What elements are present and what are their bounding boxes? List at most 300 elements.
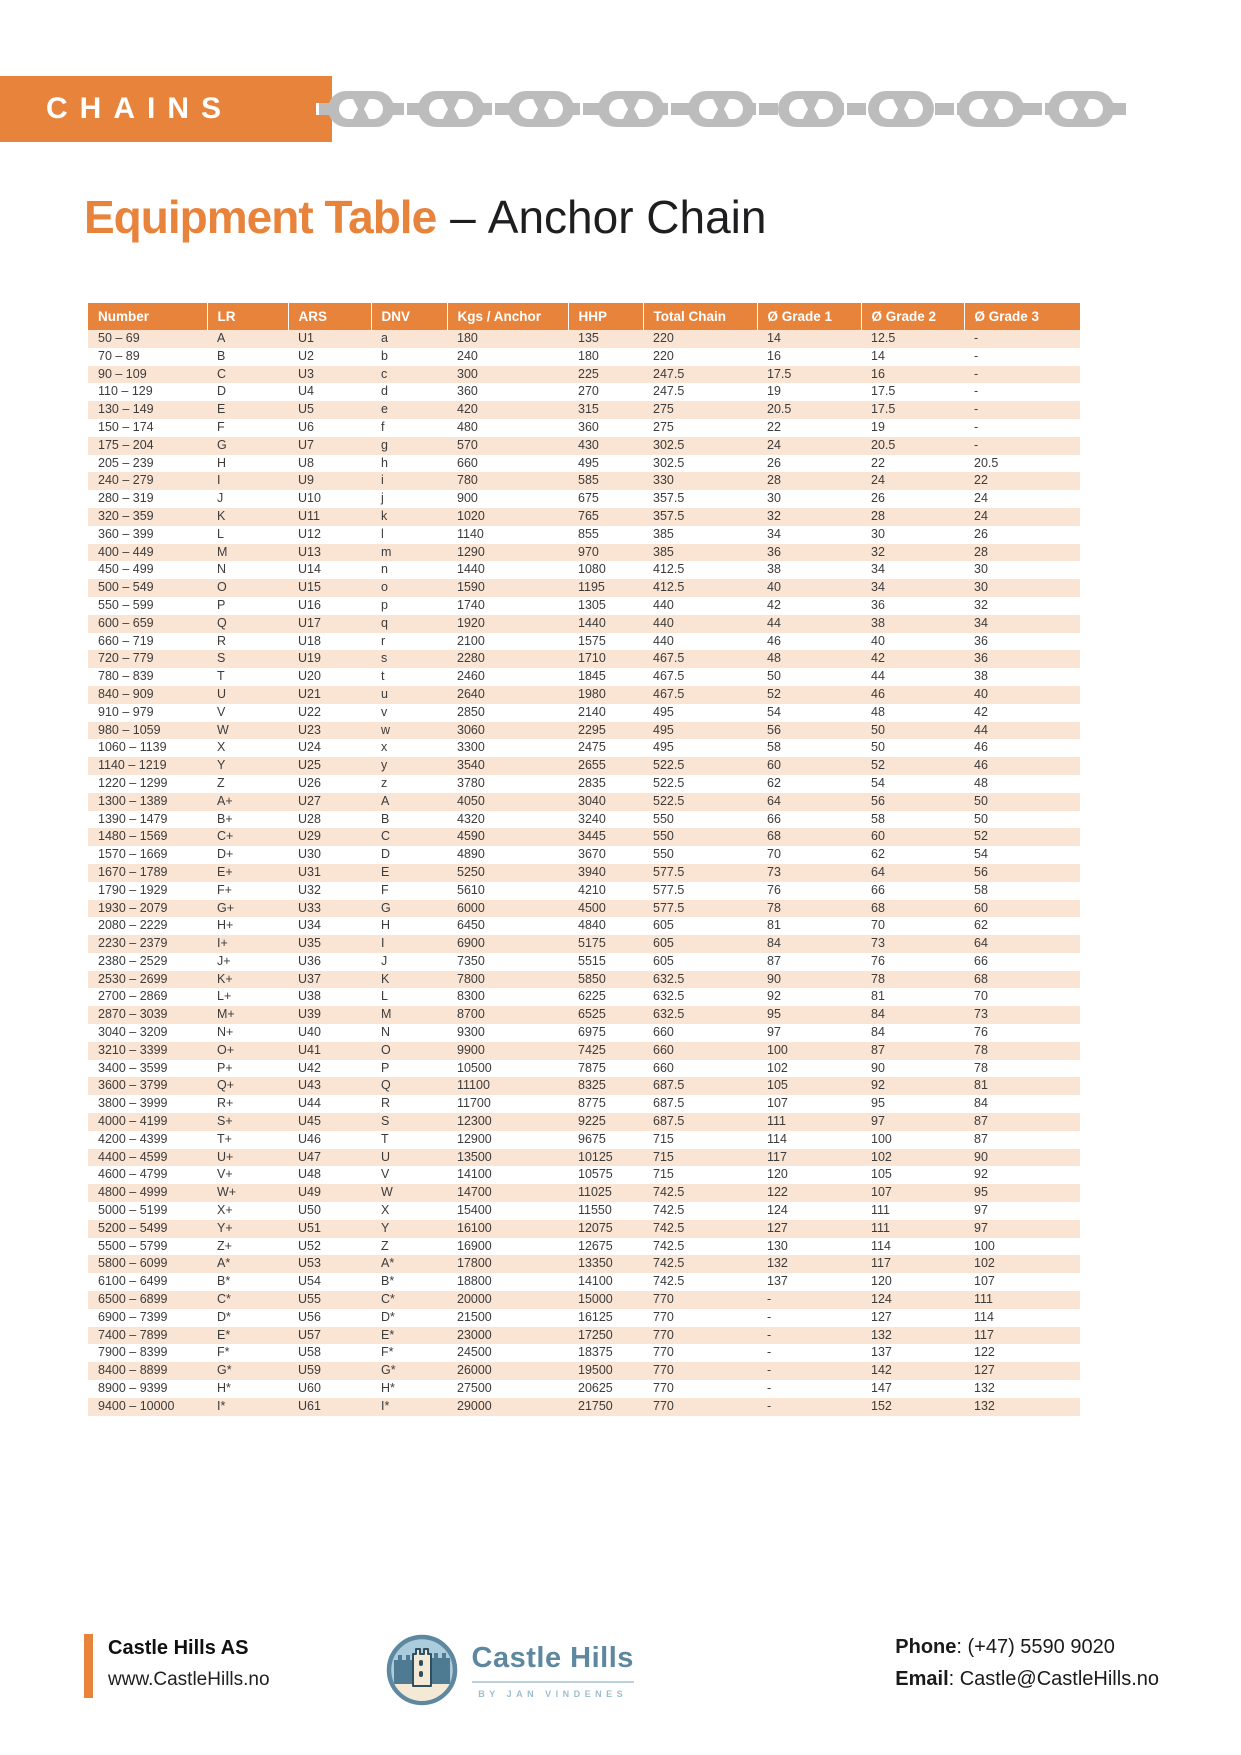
table-cell: w	[381, 722, 391, 737]
table-row	[88, 668, 1080, 686]
table-cell: 2140	[578, 704, 606, 719]
table-cell: R+	[217, 1096, 234, 1111]
table-cell: U54	[298, 1274, 321, 1289]
table-cell: I+	[217, 936, 228, 951]
table-cell: U26	[298, 775, 321, 790]
table-cell: 84	[871, 1025, 885, 1040]
table-row	[88, 1238, 1080, 1256]
table-cell: 3210 – 3399	[98, 1042, 168, 1057]
table-cell: U41	[298, 1042, 321, 1057]
table-row	[88, 1202, 1080, 1220]
table-cell: 114	[767, 1131, 787, 1146]
table-cell: 3540	[457, 758, 485, 773]
table-cell: 14100	[578, 1274, 613, 1289]
table-cell: 4050	[457, 793, 485, 808]
table-cell: 420	[457, 402, 478, 417]
table-cell: U51	[298, 1220, 321, 1235]
table-cell: 28	[767, 473, 781, 488]
table-row	[88, 1362, 1080, 1380]
table-cell: L	[381, 989, 388, 1004]
table-cell: 3445	[578, 829, 606, 844]
table-cell: 9900	[457, 1042, 485, 1057]
table-cell: 24	[767, 437, 781, 452]
table-cell: 48	[767, 651, 781, 666]
table-cell: 1195	[578, 580, 605, 595]
column-header: DNV	[371, 303, 447, 330]
table-cell: U7	[298, 437, 314, 452]
table-cell: I*	[381, 1398, 390, 1413]
table-cell: 76	[871, 953, 885, 968]
table-cell: C	[381, 829, 391, 844]
table-cell: o	[381, 580, 388, 595]
table-cell: 28	[974, 544, 988, 559]
table-cell: V+	[217, 1167, 233, 1182]
table-cell: X+	[217, 1203, 233, 1218]
table-row	[88, 971, 1080, 989]
column-header: Total Chain	[643, 303, 757, 330]
table-cell: 14	[767, 331, 781, 345]
table-cell: a	[381, 331, 388, 345]
table-cell: 270	[578, 384, 599, 399]
table-cell: 770	[653, 1327, 674, 1342]
table-cell: Y+	[217, 1220, 233, 1235]
table-cell: R	[381, 1096, 391, 1111]
table-cell: 117	[871, 1256, 891, 1271]
table-cell: U6	[298, 419, 314, 434]
table-cell: 68	[974, 971, 988, 986]
table-cell: G*	[381, 1363, 396, 1378]
table-cell: 124	[871, 1292, 892, 1307]
table-cell: 9400 – 10000	[98, 1398, 175, 1413]
table-cell: U43	[298, 1078, 321, 1093]
table-row	[88, 615, 1080, 633]
table-row	[88, 508, 1080, 526]
table-cell: 3400 – 3599	[98, 1060, 168, 1075]
table-cell: 7800	[457, 971, 485, 986]
table-cell: M	[217, 544, 228, 559]
table-cell: 2700 – 2869	[98, 989, 168, 1004]
table-cell: 550	[653, 847, 674, 862]
table-cell: G	[381, 900, 391, 915]
table-cell: 240	[457, 348, 478, 363]
table-cell: 34	[871, 580, 885, 595]
table-cell: 52	[767, 686, 781, 701]
table-cell: 780 – 839	[98, 669, 154, 684]
company-name: Castle Hills AS	[108, 1637, 249, 1659]
table-cell: 92	[767, 989, 781, 1004]
table-row	[88, 472, 1080, 490]
table-cell: U	[381, 1149, 391, 1164]
table-cell: A+	[217, 793, 233, 808]
table-cell: X	[381, 1203, 390, 1218]
table-cell: U47	[298, 1149, 321, 1164]
logo-name: Castle Hills	[472, 1642, 634, 1683]
table-cell: 24500	[457, 1345, 492, 1360]
table-cell: 660 – 719	[98, 633, 154, 648]
table-cell: 970	[578, 544, 599, 559]
table-cell: T+	[217, 1131, 232, 1146]
table-cell: 114	[871, 1238, 891, 1253]
table-cell: 522.5	[653, 758, 685, 773]
table-cell: 21750	[578, 1398, 613, 1413]
table-cell: 2100	[457, 633, 485, 648]
chains-banner	[0, 76, 332, 142]
table-cell: H*	[217, 1381, 231, 1396]
table-cell: 780	[457, 473, 478, 488]
title-subject: Anchor Chain	[487, 191, 767, 243]
table-cell: 2380 – 2529	[98, 953, 168, 968]
table-row	[88, 1220, 1080, 1238]
table-cell: 122	[974, 1345, 995, 1360]
table-cell: 114	[974, 1309, 994, 1324]
table-cell: 2530 – 2699	[98, 971, 168, 986]
table-cell: 11550	[578, 1203, 612, 1218]
table-cell: Q	[217, 615, 227, 630]
table-cell: 660	[457, 455, 478, 470]
table-cell: 1440	[578, 615, 606, 630]
table-cell: -	[767, 1398, 772, 1413]
table-cell: 68	[767, 829, 781, 844]
table-cell: P	[381, 1060, 390, 1075]
equipment-table	[88, 303, 1080, 1416]
table-cell: 76	[974, 1025, 988, 1040]
table-row	[88, 917, 1080, 935]
table-row	[88, 419, 1080, 437]
table-cell: 1845	[578, 669, 606, 684]
table-cell: -	[767, 1363, 772, 1378]
table-cell: 54	[767, 704, 781, 719]
table-cell: Z	[381, 1238, 389, 1253]
table-row	[88, 1184, 1080, 1202]
table-cell: 687.5	[653, 1114, 685, 1129]
table-cell: 1740	[457, 597, 485, 612]
table-cell: 10125	[578, 1149, 613, 1164]
table-cell: i	[381, 473, 384, 488]
table-cell: 73	[974, 1007, 988, 1022]
table-cell: 17.5	[871, 402, 896, 417]
table-cell: -	[767, 1327, 772, 1342]
table-cell: 124	[767, 1203, 788, 1218]
table-cell: 16	[871, 366, 885, 381]
table-cell: G	[217, 437, 227, 452]
table-cell: U52	[298, 1238, 321, 1253]
table-cell: U33	[298, 900, 321, 915]
castle-hills-logo	[386, 1634, 634, 1706]
table-cell: 8775	[578, 1096, 606, 1111]
table-cell: 105	[767, 1078, 788, 1093]
table-row	[88, 330, 1080, 348]
table-cell: 34	[974, 615, 988, 630]
table-cell: 4890	[457, 847, 485, 862]
table-cell: 302.5	[653, 455, 685, 470]
table-cell: 6100 – 6499	[98, 1274, 168, 1289]
table-cell: H+	[217, 918, 234, 933]
table-cell: 5850	[578, 971, 606, 986]
table-cell: 4200 – 4399	[98, 1131, 168, 1146]
table-cell: 38	[767, 562, 781, 577]
table-cell: 495	[578, 455, 599, 470]
table-cell: 577.5	[653, 900, 685, 915]
table-row	[88, 348, 1080, 366]
table-cell: O	[381, 1042, 391, 1057]
table-cell: U20	[298, 669, 321, 684]
table-row	[88, 561, 1080, 579]
table-cell: 3800 – 3999	[98, 1096, 168, 1111]
table-cell: 5515	[578, 953, 606, 968]
table-row	[88, 383, 1080, 401]
table-cell: 5000 – 5199	[98, 1203, 168, 1218]
table-row	[88, 1309, 1080, 1327]
table-cell: U55	[298, 1292, 321, 1307]
table-cell: 1290	[457, 544, 485, 559]
table-cell: 70	[871, 918, 885, 933]
table-cell: 18375	[578, 1345, 613, 1360]
table-cell: 30	[974, 580, 988, 595]
table-row	[88, 935, 1080, 953]
table-cell: H*	[381, 1381, 395, 1396]
table-cell: 14100	[457, 1167, 492, 1182]
table-cell: 4500	[578, 900, 606, 915]
table-cell: 12075	[578, 1220, 613, 1235]
footer	[84, 1634, 1159, 1706]
table-cell: 81	[767, 918, 781, 933]
title-dash: –	[450, 191, 476, 243]
table-cell: 87	[974, 1114, 988, 1129]
table-cell: 687.5	[653, 1096, 685, 1111]
table-cell: 64	[871, 864, 885, 879]
table-cell: 16	[767, 348, 781, 363]
table-cell: 4400 – 4599	[98, 1149, 168, 1164]
table-cell: U46	[298, 1131, 321, 1146]
table-cell: -	[974, 366, 979, 381]
table-cell: 412.5	[653, 580, 685, 595]
table-cell: 29000	[457, 1398, 492, 1413]
table-cell: J	[217, 491, 224, 506]
table-cell: 500 – 549	[98, 580, 154, 595]
table-cell: S	[217, 651, 226, 666]
table-cell: 720 – 779	[98, 651, 154, 666]
table-cell: D+	[217, 847, 234, 862]
table-cell: 1575	[578, 633, 606, 648]
table-cell: 92	[974, 1167, 988, 1182]
email-value[interactable]: : Castle@CastleHills.no	[948, 1668, 1159, 1690]
table-cell: 660	[653, 1060, 674, 1075]
column-header: Ø Grade 2	[861, 303, 964, 330]
table-cell: 11100	[457, 1078, 490, 1093]
table-cell: 2835	[578, 775, 606, 790]
table-cell: 8300	[457, 989, 485, 1004]
banner-label: CHAINS	[46, 92, 234, 125]
table-cell: 107	[974, 1274, 995, 1289]
table-cell: 66	[871, 882, 885, 897]
table-cell: 32	[974, 597, 988, 612]
table-cell: U61	[298, 1398, 321, 1413]
table-cell: 20000	[457, 1292, 492, 1307]
table-cell: 132	[974, 1381, 995, 1396]
website-link[interactable]: www.CastleHills.no	[108, 1669, 270, 1690]
table-cell: 84	[767, 936, 781, 951]
table-cell: 180	[457, 331, 478, 345]
table-row	[88, 988, 1080, 1006]
table-row	[88, 1291, 1080, 1309]
table-cell: q	[381, 615, 388, 630]
table-cell: k	[381, 508, 388, 523]
table-cell: 50	[974, 793, 988, 808]
title-highlight: Equipment Table	[84, 191, 437, 243]
table-cell: 122	[767, 1185, 788, 1200]
table-cell: 4600 – 4799	[98, 1167, 168, 1182]
table-cell: 52	[871, 758, 885, 773]
table-cell: 24	[871, 473, 885, 488]
table-cell: K	[217, 508, 226, 523]
table-cell: 11700	[457, 1096, 491, 1111]
table-cell: -	[767, 1309, 772, 1324]
email-line	[895, 1668, 1159, 1691]
table-cell: E+	[217, 864, 233, 879]
table-cell: 5800 – 6099	[98, 1256, 168, 1271]
table-cell: U12	[298, 526, 321, 541]
table-cell: C*	[381, 1292, 395, 1307]
table-row	[88, 864, 1080, 882]
table-row	[88, 775, 1080, 793]
table-cell: r	[381, 633, 386, 648]
table-cell: 92	[871, 1078, 885, 1093]
table-cell: E	[381, 864, 390, 879]
table-cell: 715	[653, 1131, 674, 1146]
table-cell: 1440	[457, 562, 485, 577]
table-row	[88, 366, 1080, 384]
table-cell: 90	[767, 971, 781, 986]
table-cell: 2475	[578, 740, 606, 755]
table-cell: V	[217, 704, 226, 719]
table-cell: 2230 – 2379	[98, 936, 168, 951]
table-cell: U49	[298, 1185, 321, 1200]
table-cell: 102	[767, 1060, 788, 1075]
table-row	[88, 401, 1080, 419]
table-cell: A*	[217, 1256, 231, 1271]
table-cell: 38	[871, 615, 885, 630]
table-cell: 28	[871, 508, 885, 523]
table-cell: 105	[871, 1167, 892, 1182]
table-cell: 135	[578, 331, 599, 345]
table-cell: 467.5	[653, 686, 685, 701]
table-row	[88, 811, 1080, 829]
table-cell: 3600 – 3799	[98, 1078, 168, 1093]
table-cell: -	[974, 437, 979, 452]
table-cell: U2	[298, 348, 314, 363]
table-cell: 66	[767, 811, 781, 826]
table-cell: 42	[767, 597, 781, 612]
table-cell: 900	[457, 491, 478, 506]
table-cell: S+	[217, 1114, 233, 1129]
table-cell: 300	[457, 366, 478, 381]
table-cell: 19500	[578, 1363, 613, 1378]
column-header: ARS	[288, 303, 371, 330]
table-cell: 81	[871, 989, 885, 1004]
table-cell: U58	[298, 1345, 321, 1360]
table-cell: 127	[974, 1363, 995, 1378]
table-cell: F	[217, 419, 225, 434]
table-cell: 150 – 174	[98, 419, 154, 434]
table-row	[88, 828, 1080, 846]
table-cell: 550	[653, 829, 674, 844]
table-cell: 20.5	[871, 437, 896, 452]
table-cell: B	[381, 811, 390, 826]
table-cell: 855	[578, 526, 599, 541]
table-cell: 84	[974, 1096, 988, 1111]
table-cell: 14700	[457, 1185, 492, 1200]
table-cell: 315	[578, 402, 599, 417]
table-cell: 66	[974, 953, 988, 968]
table-cell: 73	[871, 936, 885, 951]
table-cell: 1710	[578, 651, 606, 666]
phone-label: Phone	[895, 1636, 957, 1658]
table-cell: 44	[871, 669, 885, 684]
table-cell: 205 – 239	[98, 455, 154, 470]
table-cell: 357.5	[653, 508, 685, 523]
table-cell: J	[381, 953, 388, 968]
table-cell: 17250	[578, 1327, 613, 1342]
table-cell: 137	[767, 1274, 788, 1289]
table-cell: 87	[871, 1042, 885, 1057]
table-cell: 6975	[578, 1025, 606, 1040]
table-cell: 4000 – 4199	[98, 1114, 168, 1129]
table-cell: A	[381, 793, 390, 808]
table-cell: 450 – 499	[98, 562, 154, 577]
table-cell: 70	[974, 989, 988, 1004]
table-cell: g	[381, 437, 388, 452]
table-cell: B+	[217, 811, 233, 826]
table-cell: 100	[974, 1238, 995, 1253]
table-cell: 632.5	[653, 971, 685, 986]
table-cell: 17.5	[871, 384, 896, 399]
table-cell: 360 – 399	[98, 526, 154, 541]
table-cell: L	[217, 526, 224, 541]
table-cell: G*	[217, 1363, 232, 1378]
table-cell: 78	[767, 900, 781, 915]
table-cell: -	[974, 402, 979, 417]
table-cell: 2080 – 2229	[98, 918, 168, 933]
table-cell: C*	[217, 1292, 231, 1307]
table-cell: Y	[381, 1220, 390, 1235]
table-cell: 275	[653, 419, 674, 434]
table-cell: 280 – 319	[98, 491, 154, 506]
table-cell: 495	[653, 704, 674, 719]
table-cell: V	[381, 1167, 390, 1182]
table-cell: 142	[871, 1363, 892, 1378]
table-cell: 4320	[457, 811, 485, 826]
table-cell: 715	[653, 1167, 674, 1182]
table-cell: B	[217, 348, 226, 363]
table-cell: 78	[871, 971, 885, 986]
chain-illustration	[316, 74, 1126, 144]
table-cell: D*	[381, 1309, 395, 1324]
table-cell: 44	[974, 722, 988, 737]
table-cell: 110 – 129	[98, 384, 153, 399]
table-cell: E	[217, 402, 226, 417]
table-row	[88, 1042, 1080, 1060]
table-cell: U3	[298, 366, 314, 381]
table-cell: B*	[381, 1274, 395, 1289]
table-cell: U16	[298, 597, 321, 612]
table-cell: 64	[767, 793, 781, 808]
table-row	[88, 1398, 1080, 1416]
table-cell: 40	[871, 633, 885, 648]
table-cell: 18800	[457, 1274, 492, 1289]
table-cell: 127	[767, 1220, 788, 1235]
table-cell: 9225	[578, 1114, 606, 1129]
table-cell: 100	[871, 1131, 892, 1146]
